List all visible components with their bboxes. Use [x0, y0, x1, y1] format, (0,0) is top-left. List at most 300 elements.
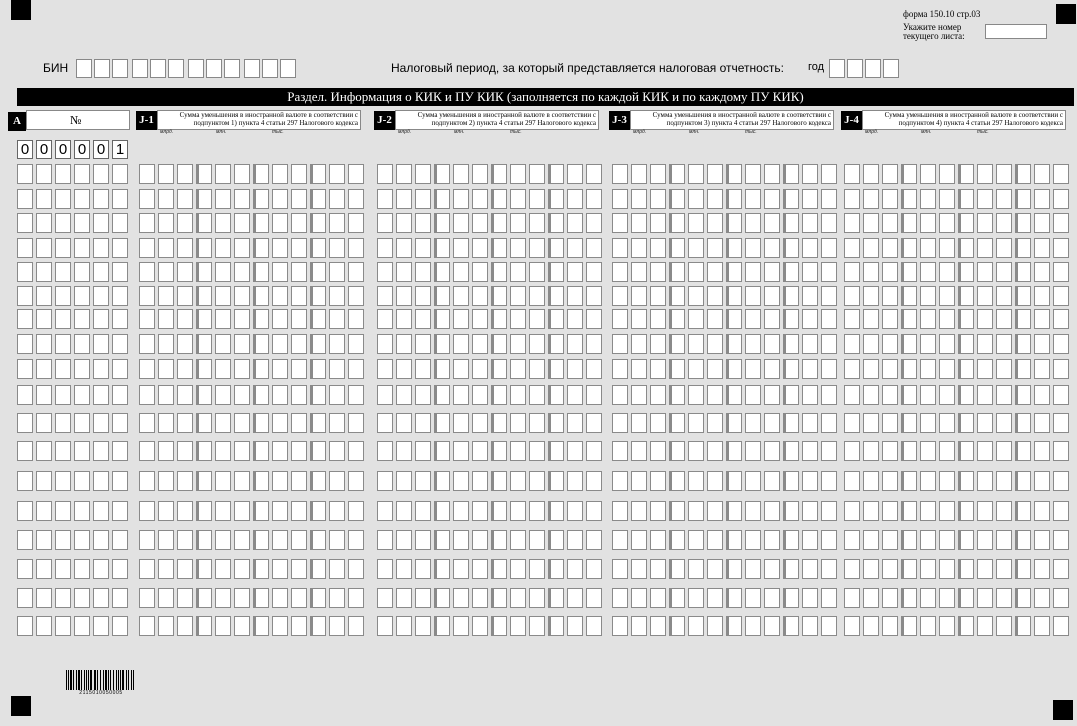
input-cell[interactable] [196, 530, 212, 550]
input-cell[interactable] [726, 501, 742, 521]
input-cell[interactable] [491, 530, 507, 550]
input-cell[interactable] [158, 385, 174, 405]
input-cell[interactable] [844, 385, 860, 405]
input-cell[interactable] [920, 334, 936, 354]
input-cell[interactable] [688, 501, 704, 521]
input-cell[interactable] [310, 334, 326, 354]
input-cell[interactable] [291, 164, 307, 184]
input-cell[interactable] [567, 530, 583, 550]
amount-cells-j4[interactable] [844, 286, 1072, 306]
input-cell[interactable] [472, 213, 488, 233]
input-cell[interactable] [491, 213, 507, 233]
input-cell[interactable] [472, 385, 488, 405]
input-cell[interactable] [17, 530, 33, 550]
input-cell[interactable] [1034, 588, 1050, 608]
input-cell[interactable] [745, 501, 761, 521]
input-cell[interactable] [453, 262, 469, 282]
input-cell[interactable] [996, 530, 1012, 550]
input-cell[interactable] [272, 189, 288, 209]
input-cell[interactable] [329, 213, 345, 233]
input-cell[interactable] [215, 262, 231, 282]
input-cell[interactable] [74, 616, 90, 636]
input-cell[interactable] [93, 441, 109, 461]
input-cell[interactable] [272, 530, 288, 550]
input-cell[interactable] [310, 359, 326, 379]
amount-cells-j3[interactable] [612, 413, 840, 433]
input-cell[interactable] [253, 286, 269, 306]
amount-cells-j1[interactable] [139, 213, 367, 233]
input-cell[interactable] [453, 441, 469, 461]
input-cell[interactable] [234, 164, 250, 184]
input-cell[interactable] [93, 334, 109, 354]
input-cell[interactable] [996, 189, 1012, 209]
input-cell[interactable] [434, 530, 450, 550]
input-cell[interactable] [631, 385, 647, 405]
input-cell[interactable] [434, 359, 450, 379]
input-cell[interactable] [529, 189, 545, 209]
input-cell[interactable] [920, 189, 936, 209]
input-cell[interactable] [158, 213, 174, 233]
input-cell[interactable] [55, 334, 71, 354]
amount-cells-j2[interactable] [377, 164, 605, 184]
input-cell[interactable] [158, 238, 174, 258]
input-cell[interactable] [396, 385, 412, 405]
input-cell[interactable] [726, 413, 742, 433]
input-cell[interactable] [215, 471, 231, 491]
input-cell[interactable] [920, 238, 936, 258]
input-cell[interactable] [669, 189, 685, 209]
input-cell[interactable] [958, 334, 974, 354]
input-cell[interactable] [764, 309, 780, 329]
input-cell[interactable] [348, 413, 364, 433]
input-cell[interactable] [1015, 530, 1031, 550]
amount-cells-j2[interactable] [377, 359, 605, 379]
input-cell[interactable] [472, 164, 488, 184]
input-cell[interactable] [253, 385, 269, 405]
input-cell[interactable] [882, 471, 898, 491]
input-cell[interactable] [377, 501, 393, 521]
input-cell[interactable] [631, 213, 647, 233]
input-cell[interactable] [36, 413, 52, 433]
input-cell[interactable] [783, 413, 799, 433]
input-cell[interactable] [415, 559, 431, 579]
input-cell[interactable] [977, 189, 993, 209]
input-cell[interactable] [901, 359, 917, 379]
input-cell[interactable] [472, 309, 488, 329]
amount-cells-j2[interactable] [377, 286, 605, 306]
input-cell[interactable] [764, 164, 780, 184]
input-cell[interactable] [901, 189, 917, 209]
input-cell[interactable] [821, 213, 837, 233]
input-cell[interactable] [112, 213, 128, 233]
input-cell[interactable] [453, 213, 469, 233]
input-cell[interactable] [901, 501, 917, 521]
input-cell[interactable] [510, 334, 526, 354]
input-cell[interactable] [139, 385, 155, 405]
input-cell[interactable] [17, 286, 33, 306]
input-cell[interactable] [310, 441, 326, 461]
input-cell[interactable] [548, 213, 564, 233]
input-cell[interactable] [55, 530, 71, 550]
input-cell[interactable] [901, 471, 917, 491]
input-cell[interactable] [36, 334, 52, 354]
input-cell[interactable] [821, 501, 837, 521]
input-cell[interactable] [996, 413, 1012, 433]
input-cell[interactable] [234, 559, 250, 579]
input-cell[interactable] [1053, 530, 1069, 550]
input-cell[interactable] [802, 213, 818, 233]
input-cell[interactable] [377, 164, 393, 184]
input-cell[interactable] [920, 471, 936, 491]
input-cell[interactable] [93, 189, 109, 209]
input-cell[interactable] [74, 530, 90, 550]
input-cell[interactable] [36, 501, 52, 521]
input-cell[interactable] [977, 501, 993, 521]
input-cell[interactable] [415, 413, 431, 433]
input-cell[interactable] [745, 616, 761, 636]
input-cell[interactable] [434, 559, 450, 579]
input-cell[interactable] [291, 413, 307, 433]
input-cell[interactable] [112, 559, 128, 579]
input-cell[interactable] [844, 588, 860, 608]
sheet-number-field[interactable] [985, 24, 1047, 39]
input-cell[interactable] [177, 262, 193, 282]
input-cell[interactable] [396, 559, 412, 579]
input-cell[interactable] [253, 441, 269, 461]
row-number-digit[interactable]: 0 [36, 140, 52, 159]
input-cell[interactable] [939, 309, 955, 329]
input-cell[interactable] [1053, 441, 1069, 461]
input-cell[interactable] [112, 286, 128, 306]
input-cell[interactable] [996, 588, 1012, 608]
input-cell[interactable] [726, 334, 742, 354]
input-cell[interactable] [17, 238, 33, 258]
input-cell[interactable] [139, 309, 155, 329]
input-cell[interactable] [548, 309, 564, 329]
input-cell[interactable] [669, 385, 685, 405]
bin-cell[interactable] [150, 59, 166, 78]
input-cell[interactable] [434, 385, 450, 405]
input-cell[interactable] [215, 559, 231, 579]
input-cell[interactable] [310, 530, 326, 550]
input-cell[interactable] [901, 238, 917, 258]
input-cell[interactable] [491, 262, 507, 282]
input-cell[interactable] [688, 559, 704, 579]
input-cell[interactable] [253, 530, 269, 550]
input-cell[interactable] [1015, 189, 1031, 209]
input-cell[interactable] [650, 413, 666, 433]
input-cell[interactable] [958, 413, 974, 433]
input-cell[interactable] [93, 262, 109, 282]
input-cell[interactable] [112, 413, 128, 433]
input-cell[interactable] [234, 588, 250, 608]
input-cell[interactable] [631, 588, 647, 608]
input-cell[interactable] [821, 616, 837, 636]
input-cell[interactable] [329, 588, 345, 608]
input-cell[interactable] [215, 189, 231, 209]
input-cell[interactable] [291, 471, 307, 491]
input-cell[interactable] [74, 189, 90, 209]
input-cell[interactable] [177, 441, 193, 461]
amount-cells-j4[interactable] [844, 501, 1072, 521]
input-cell[interactable] [548, 413, 564, 433]
input-cell[interactable] [901, 530, 917, 550]
input-cell[interactable] [726, 286, 742, 306]
input-cell[interactable] [1034, 286, 1050, 306]
input-cell[interactable] [1034, 189, 1050, 209]
input-cell[interactable] [1053, 359, 1069, 379]
input-cell[interactable] [310, 385, 326, 405]
input-cell[interactable] [901, 164, 917, 184]
input-cell[interactable] [977, 286, 993, 306]
input-cell[interactable] [36, 189, 52, 209]
input-cell[interactable] [291, 213, 307, 233]
input-cell[interactable] [548, 471, 564, 491]
input-cell[interactable] [310, 309, 326, 329]
input-cell[interactable] [36, 588, 52, 608]
input-cell[interactable] [745, 441, 761, 461]
input-cell[interactable] [17, 262, 33, 282]
input-cell[interactable] [707, 559, 723, 579]
input-cell[interactable] [1034, 385, 1050, 405]
input-cell[interactable] [272, 334, 288, 354]
input-cell[interactable] [707, 189, 723, 209]
input-cell[interactable] [36, 559, 52, 579]
input-cell[interactable] [548, 441, 564, 461]
input-cell[interactable] [55, 164, 71, 184]
amount-cells-j2[interactable] [377, 441, 605, 461]
input-cell[interactable] [1034, 413, 1050, 433]
input-cell[interactable] [863, 530, 879, 550]
input-cell[interactable] [726, 309, 742, 329]
input-cell[interactable] [958, 286, 974, 306]
input-cell[interactable] [745, 213, 761, 233]
input-cell[interactable] [631, 238, 647, 258]
input-cell[interactable] [977, 309, 993, 329]
input-cell[interactable] [177, 359, 193, 379]
input-cell[interactable] [491, 616, 507, 636]
input-cell[interactable] [196, 262, 212, 282]
input-cell[interactable] [529, 262, 545, 282]
input-cell[interactable] [996, 385, 1012, 405]
row-number-cells[interactable] [17, 501, 131, 521]
input-cell[interactable] [958, 559, 974, 579]
input-cell[interactable] [707, 441, 723, 461]
input-cell[interactable] [329, 334, 345, 354]
input-cell[interactable] [612, 286, 628, 306]
input-cell[interactable] [55, 559, 71, 579]
amount-cells-j4[interactable] [844, 359, 1072, 379]
input-cell[interactable] [234, 334, 250, 354]
amount-cells-j4[interactable] [844, 588, 1072, 608]
input-cell[interactable] [548, 238, 564, 258]
input-cell[interactable] [726, 616, 742, 636]
input-cell[interactable] [253, 413, 269, 433]
input-cell[interactable] [612, 238, 628, 258]
input-cell[interactable] [745, 385, 761, 405]
input-cell[interactable] [1053, 238, 1069, 258]
input-cell[interactable] [510, 286, 526, 306]
input-cell[interactable] [612, 359, 628, 379]
input-cell[interactable] [112, 359, 128, 379]
input-cell[interactable] [1053, 164, 1069, 184]
input-cell[interactable] [55, 238, 71, 258]
input-cell[interactable] [764, 334, 780, 354]
input-cell[interactable] [396, 413, 412, 433]
input-cell[interactable] [196, 501, 212, 521]
input-cell[interactable] [253, 189, 269, 209]
input-cell[interactable] [453, 530, 469, 550]
input-cell[interactable] [291, 385, 307, 405]
input-cell[interactable] [977, 164, 993, 184]
amount-cells-j1[interactable] [139, 189, 367, 209]
input-cell[interactable] [529, 616, 545, 636]
input-cell[interactable] [234, 530, 250, 550]
input-cell[interactable] [472, 334, 488, 354]
input-cell[interactable] [650, 471, 666, 491]
input-cell[interactable] [669, 334, 685, 354]
input-cell[interactable] [958, 616, 974, 636]
input-cell[interactable] [158, 471, 174, 491]
input-cell[interactable] [863, 501, 879, 521]
input-cell[interactable] [548, 262, 564, 282]
amount-cells-j2[interactable] [377, 616, 605, 636]
input-cell[interactable] [158, 559, 174, 579]
input-cell[interactable] [745, 238, 761, 258]
input-cell[interactable] [977, 441, 993, 461]
input-cell[interactable] [707, 588, 723, 608]
input-cell[interactable] [939, 588, 955, 608]
input-cell[interactable] [291, 359, 307, 379]
input-cell[interactable] [377, 471, 393, 491]
input-cell[interactable] [548, 164, 564, 184]
input-cell[interactable] [977, 334, 993, 354]
input-cell[interactable] [310, 559, 326, 579]
input-cell[interactable] [529, 164, 545, 184]
input-cell[interactable] [567, 441, 583, 461]
input-cell[interactable] [453, 501, 469, 521]
input-cell[interactable] [377, 286, 393, 306]
input-cell[interactable] [377, 616, 393, 636]
input-cell[interactable] [844, 334, 860, 354]
amount-cells-j1[interactable] [139, 501, 367, 521]
amount-cells-j2[interactable] [377, 501, 605, 521]
input-cell[interactable] [329, 501, 345, 521]
input-cell[interactable] [688, 441, 704, 461]
amount-cells-j4[interactable] [844, 385, 1072, 405]
input-cell[interactable] [844, 530, 860, 550]
input-cell[interactable] [631, 501, 647, 521]
input-cell[interactable] [17, 213, 33, 233]
input-cell[interactable] [272, 501, 288, 521]
input-cell[interactable] [348, 588, 364, 608]
amount-cells-j3[interactable] [612, 189, 840, 209]
input-cell[interactable] [631, 530, 647, 550]
input-cell[interactable] [329, 189, 345, 209]
input-cell[interactable] [329, 471, 345, 491]
input-cell[interactable] [783, 530, 799, 550]
input-cell[interactable] [177, 334, 193, 354]
amount-cells-j2[interactable] [377, 413, 605, 433]
input-cell[interactable] [93, 588, 109, 608]
input-cell[interactable] [74, 286, 90, 306]
input-cell[interactable] [139, 588, 155, 608]
input-cell[interactable] [726, 213, 742, 233]
input-cell[interactable] [707, 309, 723, 329]
input-cell[interactable] [93, 309, 109, 329]
input-cell[interactable] [548, 189, 564, 209]
input-cell[interactable] [377, 334, 393, 354]
input-cell[interactable] [586, 501, 602, 521]
input-cell[interactable] [434, 189, 450, 209]
input-cell[interactable] [1015, 164, 1031, 184]
input-cell[interactable] [844, 164, 860, 184]
input-cell[interactable] [272, 385, 288, 405]
input-cell[interactable] [1053, 501, 1069, 521]
input-cell[interactable] [958, 501, 974, 521]
input-cell[interactable] [1053, 286, 1069, 306]
input-cell[interactable] [764, 413, 780, 433]
row-number-cells[interactable] [17, 441, 131, 461]
input-cell[interactable] [920, 262, 936, 282]
input-cell[interactable] [415, 471, 431, 491]
input-cell[interactable] [177, 189, 193, 209]
input-cell[interactable] [783, 385, 799, 405]
input-cell[interactable] [17, 164, 33, 184]
input-cell[interactable] [348, 164, 364, 184]
input-cell[interactable] [844, 359, 860, 379]
input-cell[interactable] [901, 588, 917, 608]
input-cell[interactable] [567, 413, 583, 433]
input-cell[interactable] [764, 238, 780, 258]
input-cell[interactable] [802, 501, 818, 521]
input-cell[interactable] [726, 441, 742, 461]
input-cell[interactable] [453, 359, 469, 379]
input-cell[interactable] [920, 413, 936, 433]
amount-cells-j3[interactable] [612, 238, 840, 258]
input-cell[interactable] [1015, 238, 1031, 258]
input-cell[interactable] [802, 616, 818, 636]
input-cell[interactable] [631, 164, 647, 184]
input-cell[interactable] [177, 286, 193, 306]
input-cell[interactable] [977, 359, 993, 379]
input-cell[interactable] [901, 385, 917, 405]
input-cell[interactable] [863, 359, 879, 379]
input-cell[interactable] [939, 559, 955, 579]
input-cell[interactable] [745, 334, 761, 354]
input-cell[interactable] [548, 501, 564, 521]
input-cell[interactable] [958, 213, 974, 233]
input-cell[interactable] [650, 238, 666, 258]
input-cell[interactable] [377, 213, 393, 233]
input-cell[interactable] [745, 189, 761, 209]
input-cell[interactable] [901, 413, 917, 433]
year-cell[interactable] [847, 59, 863, 78]
input-cell[interactable] [548, 616, 564, 636]
input-cell[interactable] [434, 334, 450, 354]
input-cell[interactable] [453, 559, 469, 579]
input-cell[interactable] [882, 164, 898, 184]
input-cell[interactable] [55, 385, 71, 405]
input-cell[interactable] [17, 385, 33, 405]
input-cell[interactable] [669, 471, 685, 491]
input-cell[interactable] [472, 413, 488, 433]
input-cell[interactable] [669, 501, 685, 521]
input-cell[interactable] [396, 588, 412, 608]
input-cell[interactable] [396, 238, 412, 258]
input-cell[interactable] [396, 262, 412, 282]
input-cell[interactable] [291, 286, 307, 306]
